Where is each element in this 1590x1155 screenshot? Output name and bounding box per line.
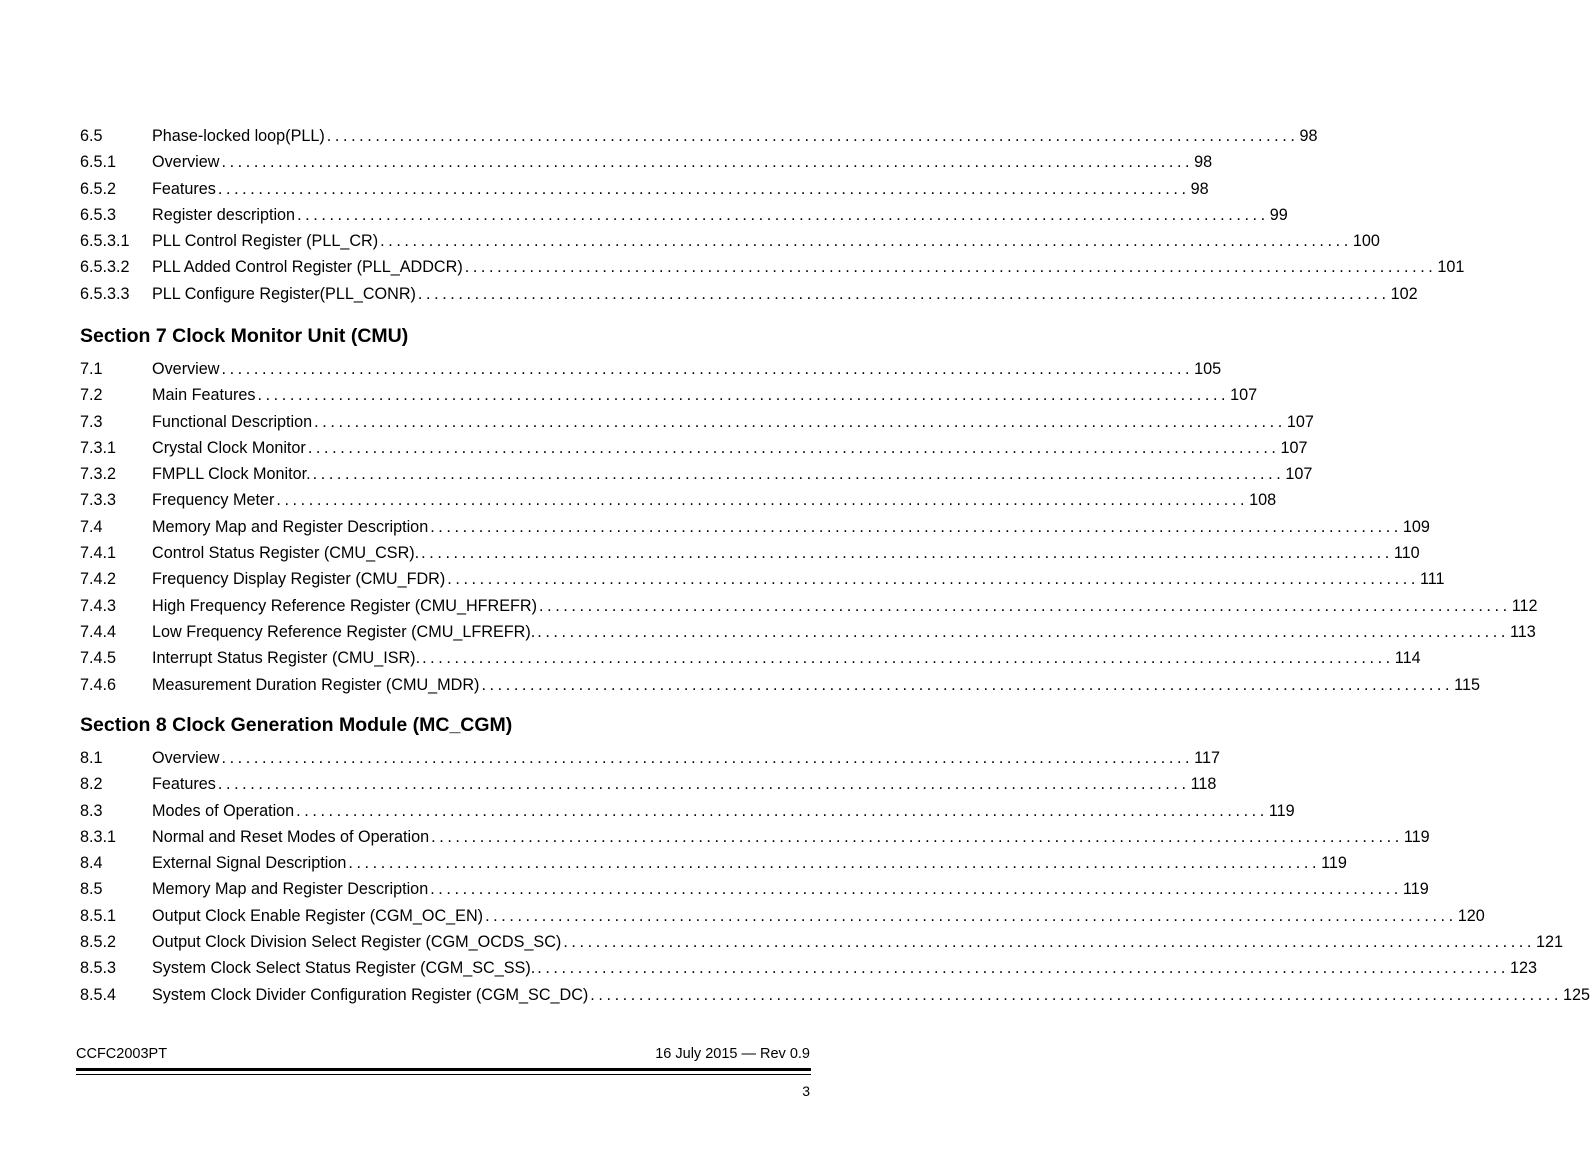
toc-dot-leader: ........................................................................................................................ bbox=[431, 827, 1403, 846]
toc-entry-title: Normal and Reset Modes of Operation bbox=[152, 827, 430, 846]
toc-entry-page: 115 bbox=[1454, 675, 1480, 694]
toc-entry-page: 113 bbox=[1509, 622, 1536, 641]
toc-entry-page: 98 bbox=[1194, 153, 1213, 172]
toc-entry-title: FMPLL Clock Monitor. bbox=[152, 465, 311, 484]
toc-dot-leader: ........................................................................................................................ bbox=[276, 491, 1249, 510]
toc-entry-title: Crystal Clock Monitor bbox=[152, 438, 306, 457]
toc-dot-leader: ........................................................................................................................ bbox=[430, 517, 1402, 536]
toc-entry-page: 123 bbox=[1509, 959, 1537, 978]
toc-entry-page: 109 bbox=[1402, 517, 1430, 536]
toc-entry-title: External Signal Description bbox=[152, 854, 347, 873]
toc-entry[interactable] bbox=[80, 438, 1308, 466]
toc-entry-number: 8.5.3 bbox=[80, 959, 117, 978]
toc-entry-number: 8.3 bbox=[80, 801, 103, 820]
toc-entry-body bbox=[152, 179, 1209, 198]
toc-entry-title: Frequency Meter bbox=[152, 491, 275, 510]
toc-dot-leader: ........................................................................................................................ bbox=[485, 906, 1457, 925]
toc-entry-page: 99 bbox=[1269, 205, 1288, 224]
toc-entry-title: PLL Configure Register(PLL_CONR) bbox=[152, 284, 416, 303]
toc-entry-title: Frequency Display Register (CMU_FDR) bbox=[152, 570, 446, 589]
toc-entry-page: 107 bbox=[1230, 386, 1258, 405]
footer-doc-id: CCFC2003PT bbox=[76, 1046, 168, 1062]
toc-entry-page: 121 bbox=[1536, 933, 1564, 952]
toc-entry-body bbox=[152, 854, 1347, 873]
toc-entry-title: Control Status Register (CMU_CSR). bbox=[152, 544, 420, 563]
toc-dot-leader: ........................................................................................................................ bbox=[537, 959, 1509, 978]
toc-entry-body bbox=[152, 749, 1220, 767]
toc-entry-body bbox=[152, 412, 1314, 431]
section-8-heading: Section 8 Clock Generation Module (MC_CGM) bbox=[80, 714, 513, 736]
toc-entry-body bbox=[152, 284, 1418, 303]
toc-entry-number: 6.5 bbox=[80, 127, 103, 145]
toc-entry-body bbox=[152, 127, 1318, 145]
toc-block-section-8 bbox=[80, 749, 1590, 1013]
toc-entry-number: 8.4 bbox=[80, 854, 103, 873]
toc-entry-number: 8.5 bbox=[80, 880, 103, 899]
toc-entry-title: Modes of Operation bbox=[152, 801, 295, 820]
toc-entry-number: 8.2 bbox=[80, 775, 103, 794]
toc-entry-number: 8.3.1 bbox=[80, 827, 117, 846]
toc-entry-body bbox=[152, 985, 1590, 1004]
toc-dot-leader: ........................................................................................................................ bbox=[421, 544, 1393, 563]
toc-entry[interactable] bbox=[80, 959, 1537, 986]
toc-entry-title: Output Clock Division Select Register (CGM_OCDS_SC) bbox=[152, 933, 562, 952]
toc-entry-title: Register description bbox=[152, 205, 296, 224]
footer-rule-thick bbox=[76, 1068, 811, 1071]
toc-entry[interactable] bbox=[80, 880, 1429, 907]
toc-entry-page: 119 bbox=[1321, 854, 1347, 873]
toc-entry-title: Memory Map and Register Description bbox=[152, 517, 429, 536]
toc-entry-page: 102 bbox=[1390, 284, 1418, 303]
toc-entry-page: 117 bbox=[1194, 749, 1220, 767]
toc-entry-body bbox=[152, 959, 1537, 978]
toc-entry-page: 108 bbox=[1249, 491, 1277, 510]
toc-dot-leader: ........................................................................................................................ bbox=[380, 232, 1352, 251]
toc-block-section-7 bbox=[80, 360, 1538, 703]
toc-entry-body bbox=[152, 205, 1288, 224]
section-7-heading: Section 7 Clock Monitor Unit (CMU) bbox=[80, 325, 409, 347]
toc-entry[interactable] bbox=[80, 360, 1222, 387]
toc-entry-body bbox=[152, 596, 1538, 615]
toc-dot-leader: ........................................................................................................................ bbox=[464, 258, 1437, 277]
toc-entry-number: 7.4.4 bbox=[80, 622, 117, 641]
toc-dot-leader: ........................................................................................................................ bbox=[307, 438, 1280, 457]
toc-entry[interactable] bbox=[80, 517, 1430, 545]
toc-entry-number: 7.4.6 bbox=[80, 675, 117, 694]
toc-entry[interactable] bbox=[80, 412, 1314, 440]
toc-entry-page: 118 bbox=[1190, 775, 1217, 794]
toc-entry-body bbox=[152, 153, 1213, 172]
toc-dot-leader: ........................................................................................................................ bbox=[217, 179, 1190, 198]
toc-entry-body bbox=[152, 775, 1217, 794]
toc-dot-leader: ........................................................................................................................ bbox=[447, 570, 1419, 589]
toc-entry[interactable] bbox=[80, 179, 1209, 207]
toc-entry[interactable] bbox=[80, 386, 1258, 413]
toc-entry[interactable] bbox=[80, 622, 1536, 650]
toc-entry[interactable] bbox=[80, 649, 1421, 676]
toc-entry-page: 119 bbox=[1402, 880, 1429, 899]
toc-entry-body bbox=[152, 570, 1445, 589]
toc-entry[interactable] bbox=[80, 827, 1430, 855]
toc-entry[interactable] bbox=[80, 491, 1277, 518]
toc-entry-title: Memory Map and Register Description bbox=[152, 880, 429, 899]
toc-entry-number: 7.3 bbox=[80, 412, 103, 431]
toc-entry-page: 107 bbox=[1286, 412, 1314, 431]
toc-entry-number: 6.5.1 bbox=[80, 153, 117, 172]
toc-entry[interactable] bbox=[80, 127, 1318, 154]
toc-entry-number: 7.4.1 bbox=[80, 544, 117, 563]
toc-entry-title: Measurement Duration Register (CMU_MDR) bbox=[152, 675, 480, 694]
toc-entry-number: 7.3.3 bbox=[80, 491, 117, 510]
toc-dot-leader: ........................................................................................................................ bbox=[348, 854, 1321, 873]
toc-entry-body bbox=[152, 544, 1420, 563]
toc-entry-number: 8.1 bbox=[80, 749, 103, 767]
toc-entry-title: High Frequency Reference Register (CMU_HFREFR) bbox=[152, 596, 538, 615]
toc-entry-title: System Clock Select Status Register (CGM_SC_SS). bbox=[152, 959, 536, 978]
toc-entry-number: 7.3.2 bbox=[80, 465, 117, 484]
toc-dot-leader: ........................................................................................................................ bbox=[417, 284, 1390, 303]
toc-entry-title: Output Clock Enable Register (CGM_OC_EN) bbox=[152, 906, 484, 925]
toc-entry-number: 7.4.5 bbox=[80, 649, 117, 668]
toc-entry-title: Phase-locked loop(PLL) bbox=[152, 127, 325, 145]
toc-entry-page: 98 bbox=[1299, 127, 1318, 145]
toc-entry-body bbox=[152, 933, 1564, 952]
toc-entry-page: 112 bbox=[1511, 596, 1538, 615]
toc-entry-number: 6.5.3.3 bbox=[80, 284, 130, 303]
toc-entry-title: PLL Added Control Register (PLL_ADDCR) bbox=[152, 258, 463, 277]
toc-entry-number: 7.4.2 bbox=[80, 570, 117, 589]
toc-entry-body bbox=[152, 258, 1465, 277]
toc-entry-title: Features bbox=[152, 775, 216, 794]
toc-dot-leader: ........................................................................................................................ bbox=[221, 153, 1194, 172]
toc-entry-body bbox=[152, 827, 1430, 846]
toc-entry-title: Overview bbox=[152, 153, 220, 172]
toc-dot-leader: ........................................................................................................................ bbox=[481, 675, 1454, 694]
toc-dot-leader: ........................................................................................................................ bbox=[422, 649, 1394, 668]
toc-entry-page: 101 bbox=[1437, 258, 1465, 277]
toc-entry-title: Main Features bbox=[152, 386, 256, 405]
toc-dot-leader: ........................................................................................................................ bbox=[221, 360, 1194, 378]
toc-entry[interactable] bbox=[80, 906, 1485, 934]
toc-entry[interactable] bbox=[80, 749, 1220, 776]
toc-entry-body bbox=[152, 880, 1429, 899]
toc-entry-number: 8.5.2 bbox=[80, 933, 117, 952]
toc-entry-page: 107 bbox=[1285, 465, 1313, 484]
toc-entry-body bbox=[152, 675, 1480, 694]
toc-entry-page: 114 bbox=[1394, 649, 1421, 668]
toc-entry-body bbox=[152, 491, 1277, 510]
footer-date-revision: 16 July 2015 — Rev 0.9 bbox=[655, 1046, 810, 1062]
toc-entry-page: 119 bbox=[1403, 827, 1430, 846]
toc-dot-leader: ........................................................................................................................ bbox=[296, 801, 1268, 820]
toc-entry[interactable] bbox=[80, 596, 1538, 624]
toc-entry[interactable] bbox=[80, 933, 1564, 960]
toc-entry-body bbox=[152, 649, 1421, 668]
toc-entry-number: 6.5.3.1 bbox=[80, 232, 130, 251]
toc-dot-leader: ........................................................................................................................ bbox=[297, 205, 1269, 224]
toc-entry-number: 6.5.3 bbox=[80, 205, 117, 224]
toc-entry-page: 107 bbox=[1280, 438, 1308, 457]
toc-dot-leader: ........................................................................................................................ bbox=[563, 933, 1536, 952]
toc-block-pll bbox=[80, 127, 1465, 312]
toc-entry[interactable] bbox=[80, 985, 1590, 1013]
toc-dot-leader: ........................................................................................................................ bbox=[257, 386, 1230, 405]
toc-entry[interactable] bbox=[80, 258, 1465, 285]
toc-entry-number: 7.1 bbox=[80, 360, 103, 378]
toc-entry-body bbox=[152, 801, 1295, 820]
toc-entry-title: Overview bbox=[152, 749, 220, 767]
page-number: 3 bbox=[802, 1083, 810, 1099]
toc-entry-title: PLL Control Register (PLL_CR) bbox=[152, 232, 379, 251]
toc-dot-leader: ........................................................................................................................ bbox=[217, 775, 1190, 794]
toc-entry-body bbox=[152, 232, 1380, 251]
toc-entry-body bbox=[152, 438, 1308, 457]
toc-entry-page: 98 bbox=[1190, 179, 1209, 198]
toc-entry-number: 7.2 bbox=[80, 386, 103, 405]
toc-entry[interactable] bbox=[80, 675, 1480, 703]
toc-entry-number: 7.4 bbox=[80, 517, 103, 536]
toc-entry[interactable] bbox=[80, 205, 1288, 233]
toc-dot-leader: ........................................................................................................................ bbox=[430, 880, 1402, 899]
toc-entry-page: 125 bbox=[1563, 985, 1590, 1004]
toc-entry-page: 120 bbox=[1457, 906, 1485, 925]
toc-entry-body bbox=[152, 465, 1313, 484]
toc-entry[interactable] bbox=[80, 854, 1347, 881]
toc-entry-page: 110 bbox=[1393, 544, 1420, 563]
toc-dot-leader: ........................................................................................................................ bbox=[312, 465, 1285, 484]
toc-entry[interactable] bbox=[80, 801, 1295, 829]
toc-entry-number: 8.5.4 bbox=[80, 985, 117, 1004]
toc-entry-title: Overview bbox=[152, 360, 220, 378]
toc-entry[interactable] bbox=[80, 232, 1380, 259]
toc-dot-leader: ........................................................................................................................ bbox=[590, 985, 1562, 1004]
toc-entry[interactable] bbox=[80, 570, 1445, 597]
toc-entry-page: 119 bbox=[1268, 801, 1295, 820]
toc-entry-number: 6.5.2 bbox=[80, 179, 117, 198]
toc-entry-body bbox=[152, 360, 1222, 378]
toc-entry-page: 105 bbox=[1194, 360, 1222, 378]
toc-entry-body bbox=[152, 517, 1430, 536]
toc-dot-leader: ........................................................................................................................ bbox=[539, 596, 1511, 615]
toc-dot-leader: ........................................................................................................................ bbox=[314, 412, 1286, 431]
toc-entry-body bbox=[152, 906, 1485, 925]
footer-rule-thin bbox=[76, 1074, 811, 1075]
toc-entry-title: Features bbox=[152, 179, 216, 198]
toc-entry[interactable] bbox=[80, 775, 1217, 802]
toc-entry-title: Functional Description bbox=[152, 412, 313, 431]
toc-entry[interactable] bbox=[80, 153, 1213, 180]
toc-entry-title: System Clock Divider Configuration Register (CGM_SC_DC) bbox=[152, 985, 589, 1004]
toc-entry[interactable] bbox=[80, 544, 1420, 571]
toc-entry[interactable] bbox=[80, 465, 1313, 492]
toc-entry-title: Low Frequency Reference Register (CMU_LFREFR). bbox=[152, 622, 536, 641]
toc-entry-number: 8.5.1 bbox=[80, 906, 117, 925]
toc-entry-page: 100 bbox=[1352, 232, 1380, 251]
toc-entry-page: 111 bbox=[1419, 570, 1445, 589]
toc-entry-number: 7.3.1 bbox=[80, 438, 117, 457]
toc-dot-leader: ........................................................................................................................ bbox=[537, 622, 1509, 641]
toc-dot-leader: ........................................................................................................................ bbox=[221, 749, 1194, 767]
toc-entry-body bbox=[152, 386, 1258, 405]
toc-entry-title: Interrupt Status Register (CMU_ISR). bbox=[152, 649, 421, 668]
toc-entry-number: 6.5.3.2 bbox=[80, 258, 130, 277]
toc-entry-number: 7.4.3 bbox=[80, 596, 117, 615]
toc-entry-body bbox=[152, 622, 1536, 641]
toc-dot-leader: ........................................................................................................................ bbox=[326, 127, 1299, 145]
toc-entry[interactable] bbox=[80, 284, 1418, 312]
